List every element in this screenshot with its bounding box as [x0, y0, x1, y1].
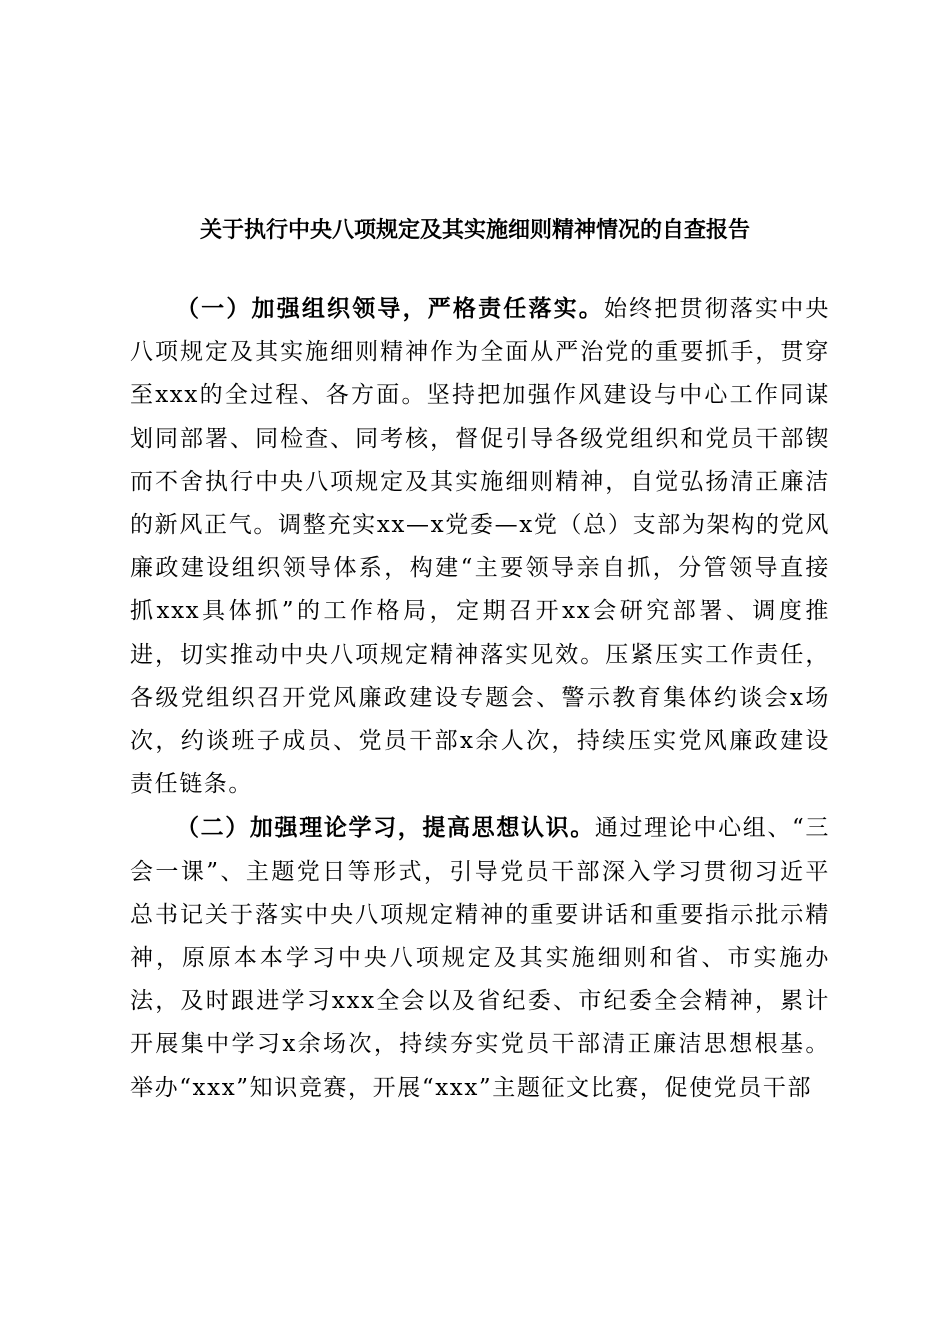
paragraph-1-heading: （一）加强组织领导，严格责任落实。 — [176, 295, 604, 322]
paragraph-1 — [130, 287, 830, 806]
paragraph-1-text: 始终把贯彻落实中央八项规定及其实施细则精神作为全面从严治党的重要抓手，贯穿至xxx的全过程、各方面。坚持把加强作风建设与中心工作同谋划同部署、同检查、同考核，督促引导各级党组织和党员干部锲而不舍执行中央八项规定及其实施细则精神，自觉弘扬清正廉洁的新风正气。调整充实xx—x党委—x党（总）支部为架构的党风廉政建设组织领导体系，构建“主要领导亲自抓，分管领导直接抓xxx具体抓”的工作格局，定期召开xx会研究部署、调度推进，切实推动中央八项规定精神落实见效。压紧压实工作责任，各级党组织召开党风廉政建设专题会、警示教育集体约谈会x场次，约谈班子成员、党员干部x余人次，持续压实党风廉政建设责任链条。 — [130, 296, 831, 798]
document-body — [130, 287, 830, 1110]
paragraph-2-heading: （二）加强理论学习，提高思想认识。 — [176, 814, 595, 842]
paragraph-2 — [130, 806, 830, 1109]
paragraph-2-text: 通过理论中心组、“三会一课”、主题党日等形式，引导党员干部深入学习贯彻习近平总书记关于落实中央八项规定精神的重要讲话和重要指示批示精神，原原本本学习中央八项规定及其实施细则和省、市实施办法，及时跟进学习xxx全会以及省纪委、市纪委全会精神，累计开展集中学习x余场次，持续夯实党员干部清正廉洁思想根基。举办“xxx”知识竞赛，开展“xxx”主题征文比赛，促使党员干部 — [130, 815, 830, 1101]
document-title: 关于执行中央八项规定及其实施细则精神情况的自查报告 — [199, 217, 750, 243]
